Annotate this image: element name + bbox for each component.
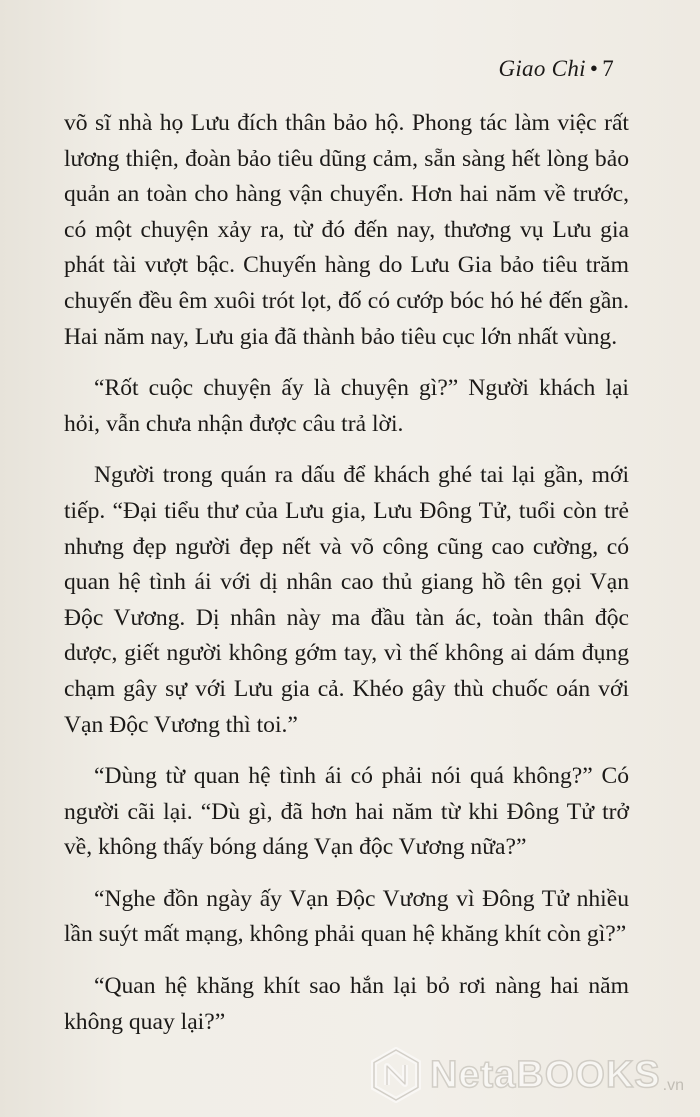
body-text	[64, 106, 629, 1056]
running-header	[498, 56, 614, 82]
watermark	[368, 1047, 684, 1103]
paragraph-4: “Dùng từ quan hệ tình ái có phải nói quá không?” Có người cãi lại. “Dù gì, đã hơn hai năm từ khi Đông Tử trở về, không thấy bóng dáng Vạn độc Vương nữa?”	[64, 763, 629, 861]
book-title: Giao Chi	[498, 56, 586, 81]
paragraph-2: “Rốt cuộc chuyện ấy là chuyện gì?” Người khách lại hỏi, vẫn chưa nhận được câu trả lời.	[64, 375, 629, 437]
paragraph-5: “Nghe đồn ngày ấy Vạn Độc Vương vì Đông Tử nhiều lần suýt mất mạng, không phải quan hệ khăng khít còn gì?”	[64, 885, 629, 948]
watermark-tld: .vn	[662, 1077, 684, 1094]
paragraph-6: “Quan hệ khăng khít sao hắn lại bỏ rơi nàng hai năm không quay lại?”	[64, 973, 629, 1035]
header-separator: •	[589, 56, 599, 81]
page-number: 7	[602, 56, 614, 81]
paragraph-3: Người trong quán ra dấu để khách ghé tai lại gần, mới tiếp. “Đại tiểu thư của Lưu gia, Lưu Đông Tử, tuổi còn trẻ nhưng đẹp người đẹp nết và võ công cũng cao cường, có quan hệ tình ái với dị nhân cao thủ giang hồ tên gọi Vạn Độc Vương. Dị nhân này ma đầu tàn ác, toàn thân độc dược, giết người không gớm tay, vì thế không ai dám đụng chạm gây sự với Lưu gia cả. Khéo gây thù chuốc oán với Vạn Độc Vương thì toi.”	[64, 462, 629, 738]
paragraph-1: võ sĩ nhà họ Lưu đích thân bảo hộ. Phong tác làm việc rất lương thiện, đoàn bảo tiêu dũng cảm, sẵn sàng hết lòng bảo quản an toàn cho hàng vận chuyển. Hơn hai năm về trước, có một chuyện xảy ra, từ đó đến nay, thương vụ Lưu gia phát tài vượt bậc. Chuyến hàng do Lưu Gia bảo tiêu trăm chuyến đều êm xuôi trót lọt, đố có cướp bóc hó hé đến gần. Hai năm nay, Lưu gia đã thành bảo tiêu cục lớn nhất vùng.	[64, 110, 629, 350]
netabooks-logo-icon	[368, 1047, 424, 1103]
watermark-brand: NetaBOOKS	[429, 1053, 661, 1096]
